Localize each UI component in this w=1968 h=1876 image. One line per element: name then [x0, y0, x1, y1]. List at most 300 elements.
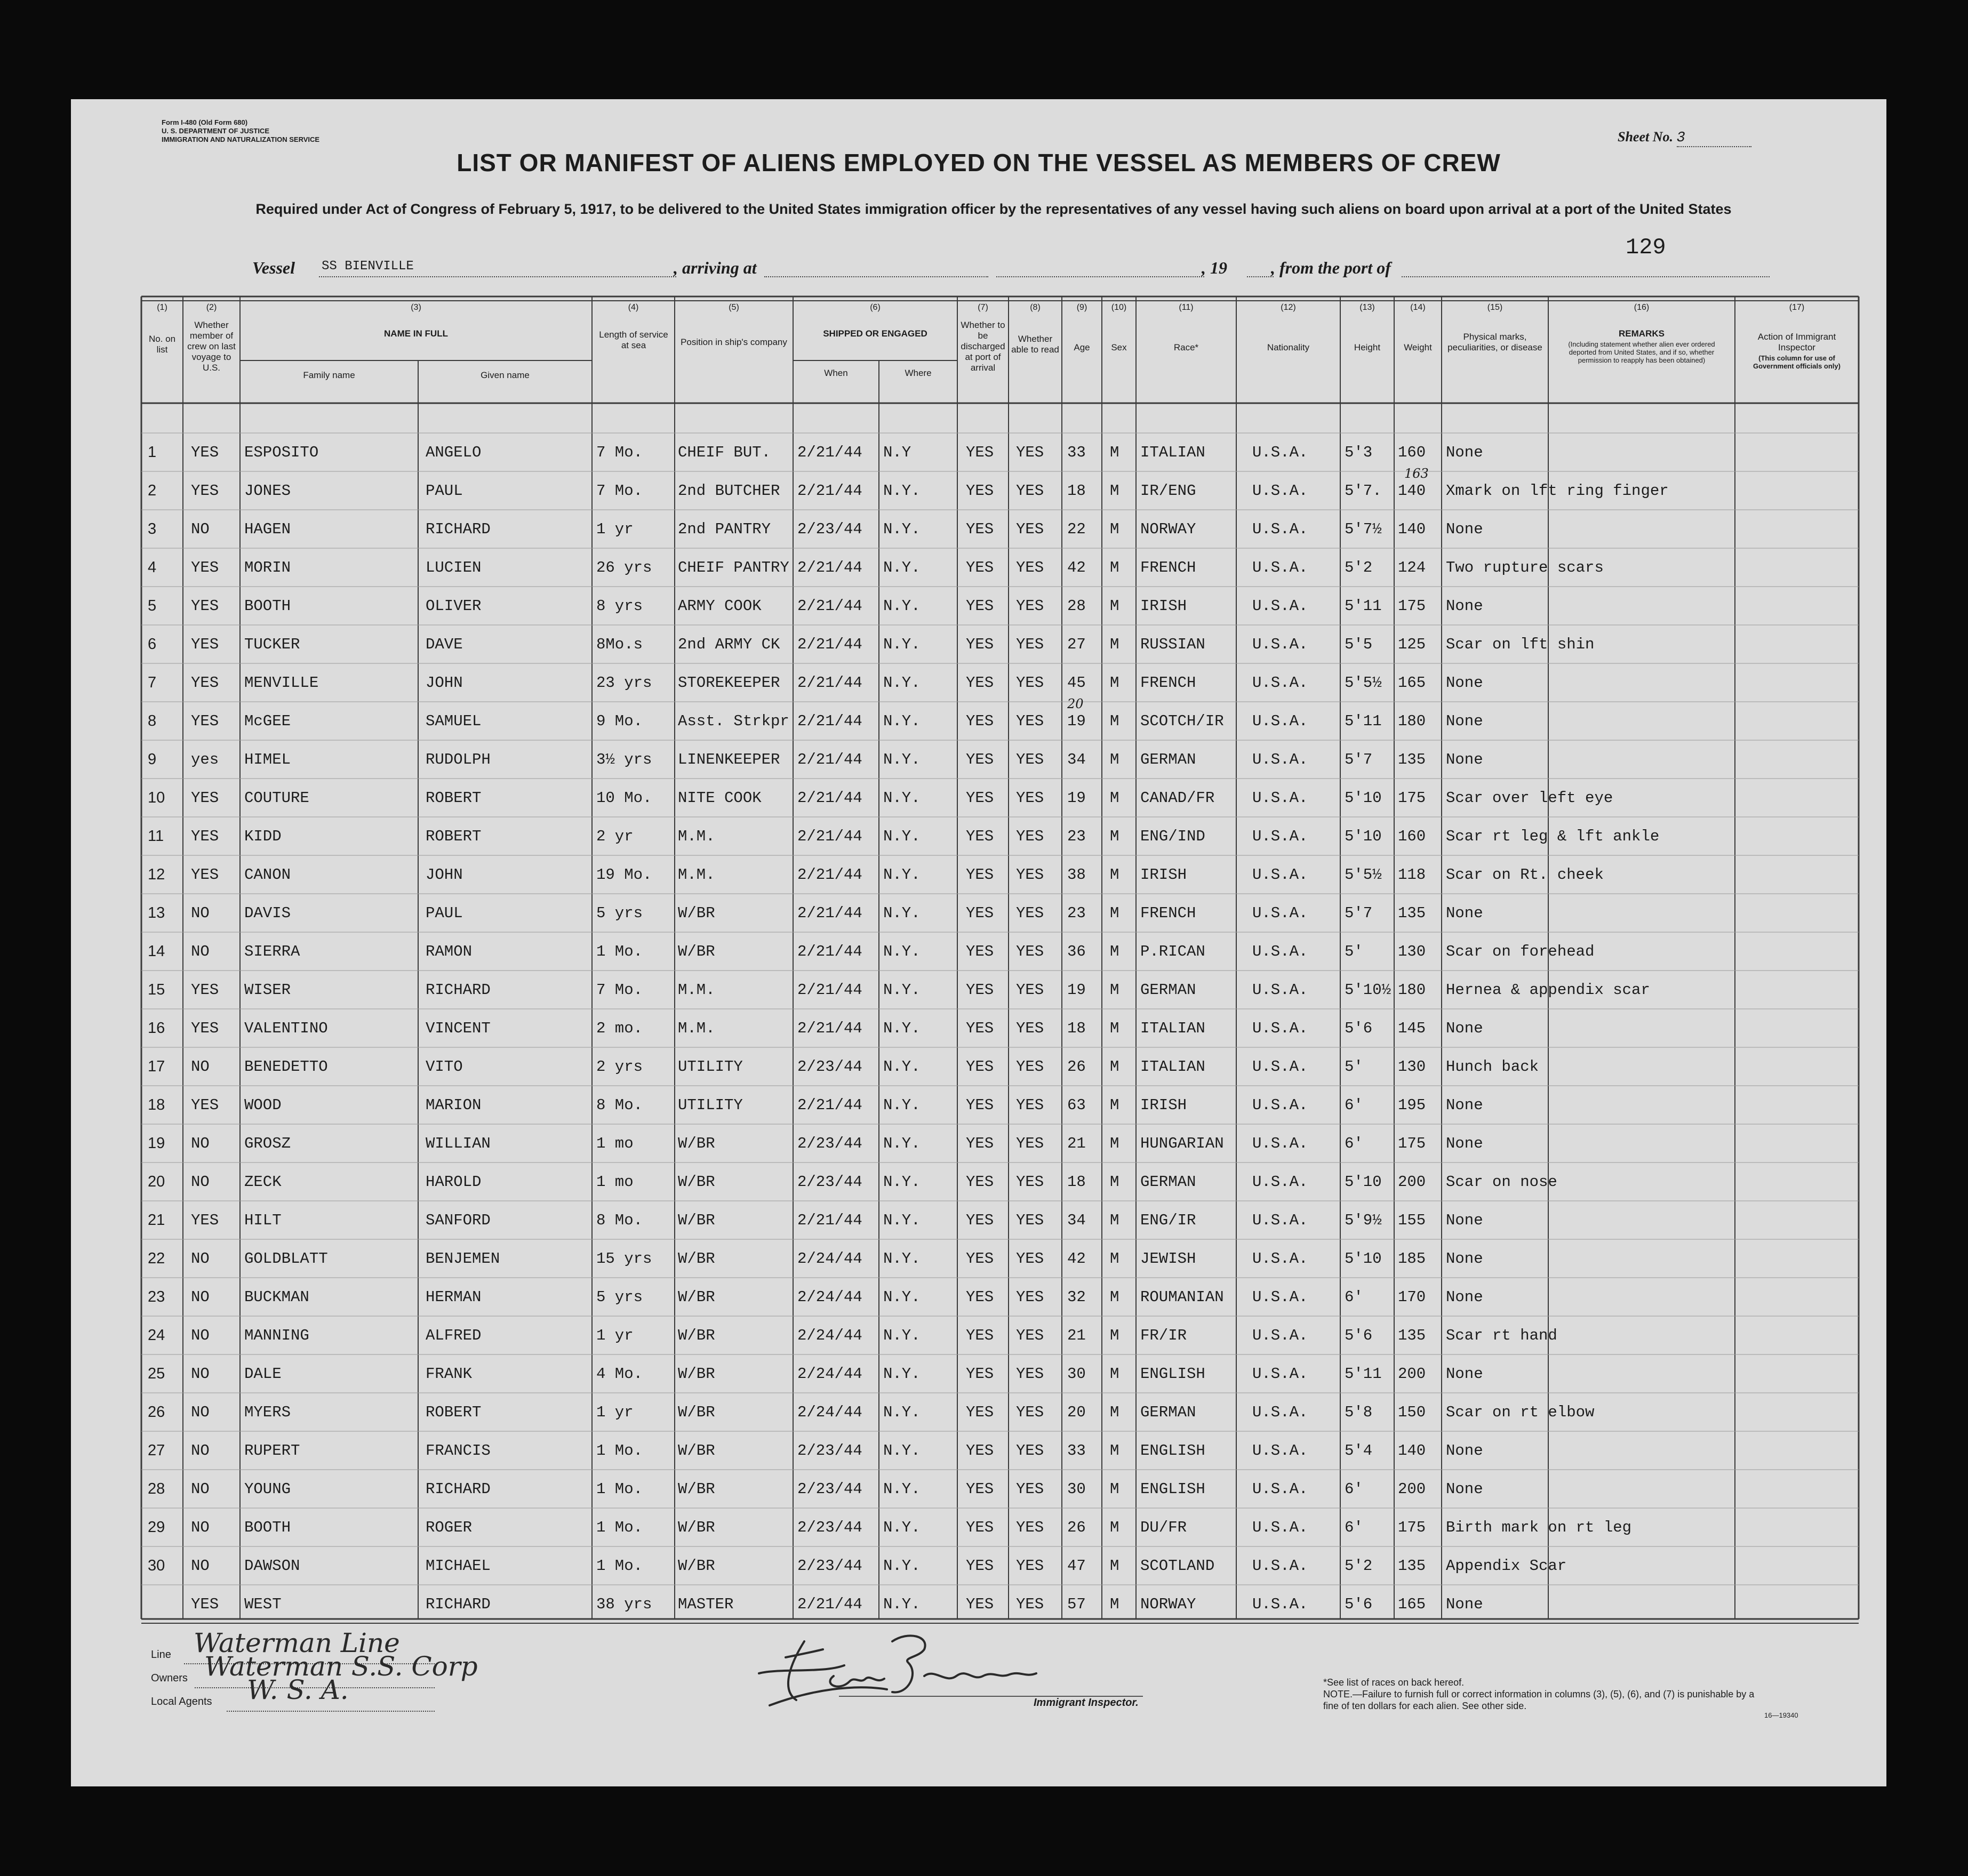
- header-name-in-full: NAME IN FULL: [384, 328, 448, 339]
- able-to-read-cell: YES: [1016, 789, 1044, 807]
- sex-cell: M: [1110, 1250, 1119, 1268]
- header-physical-marks: Physical marks, peculiarities, or disease: [1447, 332, 1542, 352]
- physical-marks-cell: Scar rt hand: [1446, 1327, 1557, 1344]
- age-cell: 45: [1067, 674, 1086, 692]
- discharged-cell: YES: [966, 904, 994, 922]
- age-cell: 57: [1067, 1596, 1086, 1613]
- shipped-when-cell: 2/21/44: [797, 444, 862, 461]
- service-length-cell: 1 Mo.: [596, 1442, 643, 1460]
- sex-cell: M: [1110, 1212, 1119, 1229]
- header-when: When: [824, 368, 848, 378]
- service-length-cell: 8 yrs: [596, 597, 643, 615]
- physical-marks-cell: Scar on Rt. cheek: [1446, 866, 1604, 884]
- sex-cell: M: [1110, 1442, 1119, 1460]
- col-number: (11): [1179, 303, 1194, 312]
- family-name-cell: ESPOSITO: [244, 444, 319, 461]
- discharged-cell: YES: [966, 1212, 994, 1229]
- physical-marks-cell: None: [1446, 1135, 1483, 1152]
- position-cell: STOREKEEPER: [678, 674, 780, 692]
- physical-marks-cell: None: [1446, 1596, 1483, 1613]
- given-name-cell: FRANK: [426, 1365, 473, 1383]
- given-name-cell: RICHARD: [426, 1480, 491, 1498]
- shipped-where-cell: N.Y.: [883, 1212, 921, 1229]
- height-cell: 6': [1345, 1135, 1363, 1152]
- prev-voyage-cell: YES: [191, 482, 219, 500]
- able-to-read-cell: YES: [1016, 1404, 1044, 1421]
- position-cell: W/BR: [678, 1135, 715, 1152]
- service-length-cell: 4 Mo.: [596, 1365, 643, 1383]
- age-cell: 34: [1067, 1212, 1086, 1229]
- row-number: 7: [148, 674, 157, 691]
- shipped-where-cell: N.Y.: [883, 1173, 921, 1191]
- nationality-cell: U.S.A.: [1252, 1020, 1308, 1037]
- age-cell: 27: [1067, 636, 1086, 653]
- sex-cell: M: [1110, 1519, 1119, 1536]
- row-number: 5: [148, 597, 157, 614]
- weight-cell: 135: [1398, 751, 1426, 768]
- height-cell: 5'10: [1345, 1173, 1382, 1191]
- race-cell: HUNGARIAN: [1140, 1135, 1224, 1152]
- position-cell: 2nd PANTRY: [678, 520, 771, 538]
- weight-cell: 180: [1398, 712, 1426, 730]
- service-length-cell: 26 yrs: [596, 559, 652, 576]
- header-nationality: Nationality: [1267, 342, 1310, 352]
- weight-cell: 165: [1398, 1596, 1426, 1613]
- family-name-cell: YOUNG: [244, 1480, 291, 1498]
- weight-cell: 124: [1398, 559, 1426, 576]
- nationality-cell: U.S.A.: [1252, 597, 1308, 615]
- service-length-cell: 8 Mo.: [596, 1212, 643, 1229]
- position-cell: 2nd ARMY CK: [678, 636, 780, 653]
- able-to-read-cell: YES: [1016, 636, 1044, 653]
- header-discharged: Whether to be discharged at port of arrival: [961, 320, 1005, 373]
- family-name-cell: TUCKER: [244, 636, 300, 653]
- shipped-when-cell: 2/23/44: [797, 520, 862, 538]
- nationality-cell: U.S.A.: [1252, 674, 1308, 692]
- shipped-where-cell: N.Y.: [883, 789, 921, 807]
- able-to-read-cell: YES: [1016, 904, 1044, 922]
- nationality-cell: U.S.A.: [1252, 789, 1308, 807]
- nationality-cell: U.S.A.: [1252, 981, 1308, 999]
- discharged-cell: YES: [966, 751, 994, 768]
- row-number: 25: [148, 1365, 165, 1382]
- header-where: Where: [905, 368, 932, 378]
- weight-cell: 175: [1398, 1135, 1426, 1152]
- family-name-cell: BOOTH: [244, 597, 291, 615]
- shipped-where-cell: N.Y.: [883, 559, 921, 576]
- row-number: 19: [148, 1135, 165, 1152]
- form-number: Form I-480 (Old Form 680): [162, 118, 248, 126]
- able-to-read-cell: YES: [1016, 1596, 1044, 1613]
- row-number: 26: [148, 1404, 165, 1421]
- height-cell: 5'7.: [1345, 482, 1382, 500]
- position-cell: Asst. Strkpr: [678, 712, 789, 730]
- position-cell: CHEIF BUT.: [678, 444, 771, 461]
- physical-marks-cell: None: [1446, 1442, 1483, 1460]
- prev-voyage-cell: NO: [191, 1557, 210, 1575]
- sex-cell: M: [1110, 1327, 1119, 1344]
- prev-voyage-cell: NO: [191, 1404, 210, 1421]
- nationality-cell: U.S.A.: [1252, 1404, 1308, 1421]
- service-length-cell: 7 Mo.: [596, 444, 643, 461]
- sex-cell: M: [1110, 751, 1119, 768]
- race-cell: CANAD/FR: [1140, 789, 1215, 807]
- col-number: (2): [206, 303, 217, 312]
- weight-correction: 163: [1404, 466, 1429, 481]
- age-cell: 28: [1067, 597, 1086, 615]
- nationality-cell: U.S.A.: [1252, 1557, 1308, 1575]
- shipped-where-cell: N.Y.: [883, 674, 921, 692]
- row-number: 8: [148, 712, 157, 729]
- physical-marks-cell: Two rupture scars: [1446, 559, 1604, 576]
- service-length-cell: 7 Mo.: [596, 981, 643, 999]
- prev-voyage-cell: YES: [191, 1020, 219, 1037]
- prev-voyage-cell: NO: [191, 1250, 210, 1268]
- sex-cell: M: [1110, 1020, 1119, 1037]
- discharged-cell: YES: [966, 1442, 994, 1460]
- sex-cell: M: [1110, 1596, 1119, 1613]
- prev-voyage-cell: YES: [191, 636, 219, 653]
- given-name-cell: SAMUEL: [426, 712, 482, 730]
- physical-marks-cell: Scar on lft shin: [1446, 636, 1595, 653]
- sex-cell: M: [1110, 482, 1119, 500]
- prev-voyage-cell: NO: [191, 1058, 210, 1076]
- weight-cell: 130: [1398, 943, 1426, 960]
- weight-cell: 200: [1398, 1480, 1426, 1498]
- shipped-when-cell: 2/21/44: [797, 1020, 862, 1037]
- age-cell: 22: [1067, 520, 1086, 538]
- discharged-cell: YES: [966, 559, 994, 576]
- race-cell: GERMAN: [1140, 1173, 1196, 1191]
- discharged-cell: YES: [966, 1365, 994, 1383]
- age-cell: 42: [1067, 559, 1086, 576]
- shipped-when-cell: 2/21/44: [797, 559, 862, 576]
- header-remarks: REMARKS: [1619, 328, 1665, 339]
- position-cell: W/BR: [678, 904, 715, 922]
- col-number: (5): [729, 303, 739, 312]
- position-cell: ARMY COOK: [678, 597, 762, 615]
- shipped-when-cell: 2/21/44: [797, 943, 862, 960]
- height-cell: 5'6: [1345, 1596, 1373, 1613]
- header-inspector-action: Action of Immigrant Inspector: [1757, 332, 1836, 352]
- position-cell: UTILITY: [678, 1058, 743, 1076]
- shipped-when-cell: 2/24/44: [797, 1365, 862, 1383]
- inspector-label: Immigrant Inspector.: [1034, 1697, 1139, 1709]
- service-length-cell: 1 mo: [596, 1135, 634, 1152]
- height-cell: 5'10: [1345, 789, 1382, 807]
- family-name-cell: JONES: [244, 482, 291, 500]
- race-cell: IRISH: [1140, 866, 1187, 884]
- able-to-read-cell: YES: [1016, 1365, 1044, 1383]
- col-number: (14): [1410, 303, 1426, 312]
- race-cell: ENG/IND: [1140, 828, 1205, 845]
- shipped-where-cell: N.Y.: [883, 597, 921, 615]
- nationality-cell: U.S.A.: [1252, 1173, 1308, 1191]
- shipped-when-cell: 2/24/44: [797, 1288, 862, 1306]
- age-cell: 21: [1067, 1135, 1086, 1152]
- col-number: (3): [411, 303, 421, 312]
- prev-voyage-cell: NO: [191, 1442, 210, 1460]
- position-cell: 2nd BUTCHER: [678, 482, 780, 500]
- service-length-cell: 2 yrs: [596, 1058, 643, 1076]
- position-cell: W/BR: [678, 943, 715, 960]
- race-cell: P.RICAN: [1140, 943, 1205, 960]
- race-cell: ENG/IR: [1140, 1212, 1196, 1229]
- nationality-cell: U.S.A.: [1252, 866, 1308, 884]
- able-to-read-cell: YES: [1016, 1519, 1044, 1536]
- sex-cell: M: [1110, 674, 1119, 692]
- service-length-cell: 10 Mo.: [596, 789, 652, 807]
- weight-cell: 140: [1398, 520, 1426, 538]
- shipped-when-cell: 2/21/44: [797, 866, 862, 884]
- age-cell: 19: [1067, 981, 1086, 999]
- weight-cell: 155: [1398, 1212, 1426, 1229]
- position-cell: W/BR: [678, 1442, 715, 1460]
- service-length-cell: 5 yrs: [596, 1288, 643, 1306]
- able-to-read-cell: YES: [1016, 1442, 1044, 1460]
- service-length-cell: 1 Mo.: [596, 1480, 643, 1498]
- able-to-read-cell: YES: [1016, 1058, 1044, 1076]
- physical-marks-cell: Scar on rt elbow: [1446, 1404, 1595, 1421]
- shipped-when-cell: 2/23/44: [797, 1557, 862, 1575]
- nationality-cell: U.S.A.: [1252, 559, 1308, 576]
- able-to-read-cell: YES: [1016, 1020, 1044, 1037]
- discharged-cell: YES: [966, 520, 994, 538]
- header-able-to-read: Whether able to read: [1011, 334, 1059, 355]
- position-cell: CHEIF PANTRY: [678, 559, 789, 576]
- physical-marks-cell: None: [1446, 712, 1483, 730]
- nationality-cell: U.S.A.: [1252, 482, 1308, 500]
- sex-cell: M: [1110, 943, 1119, 960]
- sex-cell: M: [1110, 1173, 1119, 1191]
- row-number: 16: [148, 1020, 165, 1037]
- nationality-cell: U.S.A.: [1252, 1058, 1308, 1076]
- prev-voyage-cell: yes: [191, 751, 219, 768]
- discharged-cell: YES: [966, 674, 994, 692]
- shipped-where-cell: N.Y.: [883, 1250, 921, 1268]
- age-cell: 30: [1067, 1365, 1086, 1383]
- nationality-cell: U.S.A.: [1252, 828, 1308, 845]
- page-number: 129: [1626, 235, 1666, 260]
- able-to-read-cell: YES: [1016, 751, 1044, 768]
- given-name-cell: DAVE: [426, 636, 463, 653]
- given-name-cell: BENJEMEN: [426, 1250, 500, 1268]
- sex-cell: M: [1110, 1480, 1119, 1498]
- owners-value: Waterman S.S. Corp: [204, 1651, 478, 1682]
- sex-cell: M: [1110, 789, 1119, 807]
- able-to-read-cell: YES: [1016, 674, 1044, 692]
- race-cell: ITALIAN: [1140, 1058, 1205, 1076]
- row-number: 2: [148, 482, 157, 499]
- family-name-cell: SIERRA: [244, 943, 300, 960]
- height-cell: 5'11: [1345, 712, 1382, 730]
- race-cell: GERMAN: [1140, 751, 1196, 768]
- position-cell: W/BR: [678, 1404, 715, 1421]
- age-cell: 21: [1067, 1327, 1086, 1344]
- service-length-cell: 15 yrs: [596, 1250, 652, 1268]
- physical-marks-cell: Birth mark on rt leg: [1446, 1519, 1632, 1536]
- discharged-cell: YES: [966, 981, 994, 999]
- physical-marks-cell: Scar over left eye: [1446, 789, 1613, 807]
- race-cell: FRENCH: [1140, 559, 1196, 576]
- col-number: (10): [1111, 303, 1127, 312]
- shipped-when-cell: 2/24/44: [797, 1327, 862, 1344]
- given-name-cell: PAUL: [426, 482, 463, 500]
- shipped-when-cell: 2/23/44: [797, 1480, 862, 1498]
- discharged-cell: YES: [966, 597, 994, 615]
- shipped-when-cell: 2/24/44: [797, 1250, 862, 1268]
- shipped-when-cell: 2/21/44: [797, 828, 862, 845]
- height-cell: 5'10½: [1345, 981, 1391, 999]
- given-name-cell: WILLIAN: [426, 1135, 491, 1152]
- physical-marks-cell: None: [1446, 751, 1483, 768]
- printer-code: 16—19340: [1764, 1711, 1798, 1719]
- discharged-cell: YES: [966, 1096, 994, 1114]
- height-cell: 5': [1345, 943, 1363, 960]
- height-cell: 5'10: [1345, 1250, 1382, 1268]
- discharged-cell: YES: [966, 1058, 994, 1076]
- col-number: (12): [1281, 303, 1296, 312]
- sex-cell: M: [1110, 1288, 1119, 1306]
- nationality-cell: U.S.A.: [1252, 712, 1308, 730]
- race-cell: JEWISH: [1140, 1250, 1196, 1268]
- shipped-where-cell: N.Y.: [883, 1480, 921, 1498]
- able-to-read-cell: YES: [1016, 1480, 1044, 1498]
- weight-cell: 175: [1398, 1519, 1426, 1536]
- given-name-cell: LUCIEN: [426, 559, 482, 576]
- height-cell: 5'7: [1345, 904, 1373, 922]
- physical-marks-cell: None: [1446, 1212, 1483, 1229]
- discharged-cell: YES: [966, 1250, 994, 1268]
- physical-marks-cell: Hunch back: [1446, 1058, 1539, 1076]
- discharged-cell: YES: [966, 866, 994, 884]
- col-number: (13): [1359, 303, 1375, 312]
- height-cell: 5'6: [1345, 1327, 1373, 1344]
- row-number: 21: [148, 1212, 165, 1229]
- able-to-read-cell: YES: [1016, 597, 1044, 615]
- family-name-cell: CANON: [244, 866, 291, 884]
- col-number: (8): [1030, 303, 1041, 312]
- given-name-cell: RICHARD: [426, 520, 491, 538]
- given-name-cell: ROBERT: [426, 789, 482, 807]
- nationality-cell: U.S.A.: [1252, 1365, 1308, 1383]
- sheet-number: 3: [1677, 130, 1751, 147]
- shipped-where-cell: N.Y.: [883, 1096, 921, 1114]
- shipped-when-cell: 2/23/44: [797, 1173, 862, 1191]
- age-cell: 20: [1067, 1404, 1086, 1421]
- col-number: (1): [157, 303, 167, 312]
- family-name-cell: DAVIS: [244, 904, 291, 922]
- physical-marks-cell: None: [1446, 1020, 1483, 1037]
- weight-cell: 140: [1398, 482, 1426, 500]
- discharged-cell: YES: [966, 943, 994, 960]
- shipped-where-cell: N.Y.: [883, 1365, 921, 1383]
- age-cell: 47: [1067, 1557, 1086, 1575]
- family-name-cell: WOOD: [244, 1096, 282, 1114]
- shipped-when-cell: 2/21/44: [797, 674, 862, 692]
- col-number: (7): [978, 303, 988, 312]
- prev-voyage-cell: NO: [191, 943, 210, 960]
- age-cell: 63: [1067, 1096, 1086, 1114]
- nationality-cell: U.S.A.: [1252, 1327, 1308, 1344]
- header-inspector-note: (This column for use of Government officials only): [1753, 354, 1841, 370]
- height-cell: 6': [1345, 1519, 1363, 1536]
- position-cell: MASTER: [678, 1596, 734, 1613]
- col-number: (16): [1634, 303, 1650, 312]
- given-name-cell: RAMON: [426, 943, 473, 960]
- discharged-cell: YES: [966, 1135, 994, 1152]
- header-sex: Sex: [1111, 342, 1127, 352]
- header-age: Age: [1074, 342, 1090, 352]
- service-length-cell: 9 Mo.: [596, 712, 643, 730]
- sex-cell: M: [1110, 981, 1119, 999]
- height-cell: 5'2: [1345, 1557, 1373, 1575]
- given-name-cell: FRANCIS: [426, 1442, 491, 1460]
- able-to-read-cell: YES: [1016, 559, 1044, 576]
- family-name-cell: KIDD: [244, 828, 282, 845]
- header-remarks-note: (Including statement whether alien ever ordered deported from United States, and if so, whether permission to reapply has been obtained): [1568, 340, 1715, 364]
- given-name-cell: ALFRED: [426, 1327, 482, 1344]
- family-name-cell: McGEE: [244, 712, 291, 730]
- nationality-cell: U.S.A.: [1252, 636, 1308, 653]
- prev-voyage-cell: NO: [191, 1519, 210, 1536]
- given-name-cell: MARION: [426, 1096, 482, 1114]
- row-number: 15: [148, 981, 165, 998]
- position-cell: W/BR: [678, 1288, 715, 1306]
- nationality-cell: U.S.A.: [1252, 751, 1308, 768]
- weight-cell: 160: [1398, 444, 1426, 461]
- age-cell: 19: [1067, 712, 1086, 730]
- service-length-cell: 1 yr: [596, 520, 634, 538]
- age-cell: 33: [1067, 444, 1086, 461]
- race-cell: NORWAY: [1140, 1596, 1196, 1613]
- row-number: 6: [148, 636, 157, 653]
- discharged-cell: YES: [966, 444, 994, 461]
- given-name-cell: HAROLD: [426, 1173, 482, 1191]
- sex-cell: M: [1110, 1135, 1119, 1152]
- discharged-cell: YES: [966, 1173, 994, 1191]
- given-name-cell: MICHAEL: [426, 1557, 491, 1575]
- race-cell: FRENCH: [1140, 674, 1196, 692]
- height-cell: 5'5½: [1345, 866, 1382, 884]
- weight-cell: 175: [1398, 789, 1426, 807]
- header-prev-voyage: Whether member of crew on last voyage to U.S.: [187, 320, 236, 373]
- nationality-cell: U.S.A.: [1252, 943, 1308, 960]
- able-to-read-cell: YES: [1016, 1557, 1044, 1575]
- able-to-read-cell: YES: [1016, 1288, 1044, 1306]
- row-number: 3: [148, 520, 157, 538]
- given-name-cell: OLIVER: [426, 597, 482, 615]
- position-cell: M.M.: [678, 866, 715, 884]
- able-to-read-cell: YES: [1016, 482, 1044, 500]
- row-number: 13: [148, 904, 165, 921]
- height-cell: 5'7: [1345, 751, 1373, 768]
- height-cell: 5'8: [1345, 1404, 1373, 1421]
- discharged-cell: YES: [966, 482, 994, 500]
- family-name-cell: WISER: [244, 981, 291, 999]
- given-name-cell: ANGELO: [426, 444, 482, 461]
- physical-marks-cell: None: [1446, 674, 1483, 692]
- nationality-cell: U.S.A.: [1252, 1519, 1308, 1536]
- position-cell: W/BR: [678, 1365, 715, 1383]
- discharged-cell: YES: [966, 1404, 994, 1421]
- owners-label: Owners: [151, 1672, 188, 1684]
- row-number: 1: [148, 444, 157, 461]
- shipped-where-cell: N.Y.: [883, 482, 921, 500]
- position-cell: M.M.: [678, 1020, 715, 1037]
- col-number: (17): [1789, 303, 1805, 312]
- height-cell: 6': [1345, 1480, 1363, 1498]
